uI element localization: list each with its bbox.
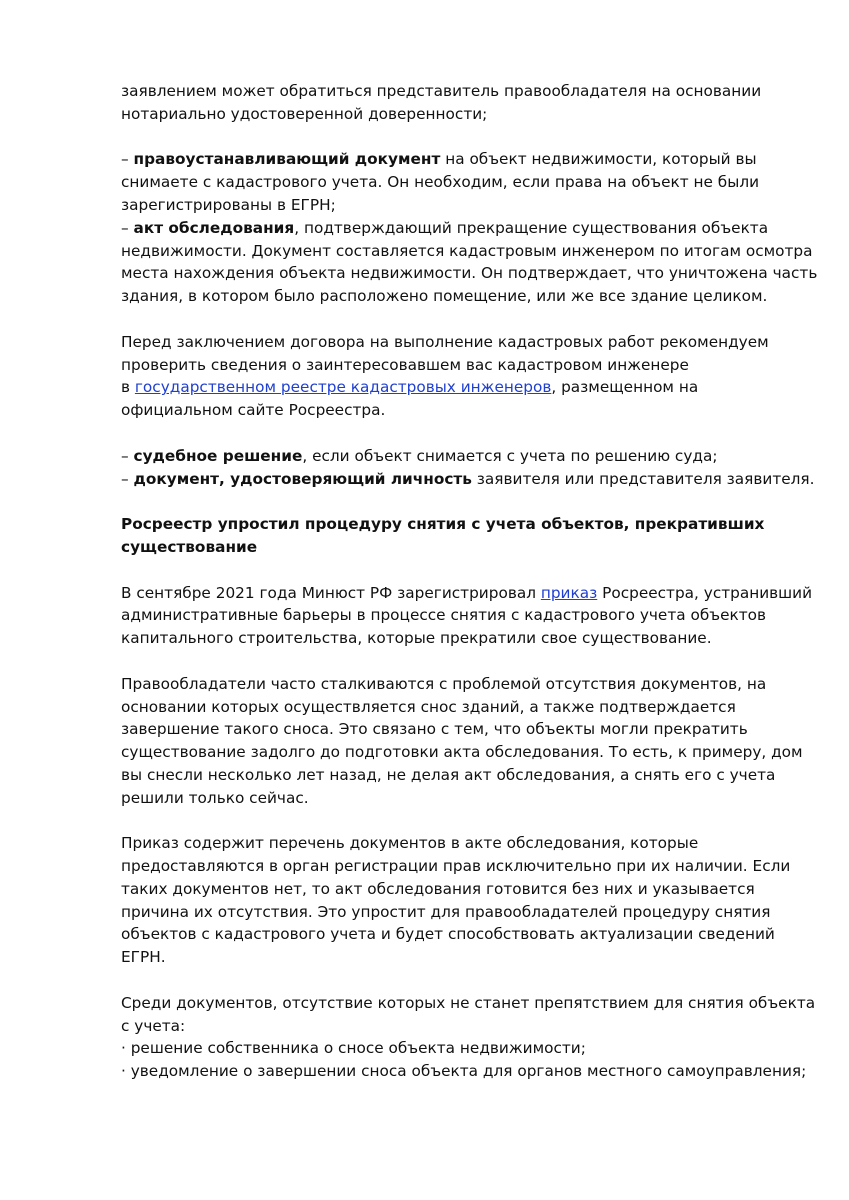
text-line: капитального строительства, которые прекратили свое существование.: [121, 629, 712, 648]
paragraph-court-decision: [121, 445, 815, 491]
section-heading: Росреестр упростил процедуру снятия с учета объектов, прекративших существование: [121, 515, 765, 556]
list-item: · уведомление о завершении сноса объекта для органов местного самоуправления;: [121, 1062, 807, 1081]
paragraph-title-document: [121, 148, 760, 216]
bold-term: документ, удостоверяющий личность: [133, 469, 472, 488]
text-line: ЕГРН.: [121, 948, 166, 967]
bold-term: правоустанавливающий документ: [133, 150, 441, 169]
text-line: – акт обследования, подтверждающий прекращение существования объекта: [121, 218, 769, 237]
text-line: предоставляются в орган регистрации прав исключительно при их наличии. Если: [121, 857, 791, 876]
text-line: основании которых осуществляется снос зданий, а также подтверждается: [121, 697, 736, 716]
registry-link[interactable]: государственном реестре кадастровых инженеров: [134, 378, 552, 397]
text-line: заявлением может обратиться представитель правообладателя на основании: [121, 82, 762, 100]
text-line: здания, в котором было расположено помещение, или же все здание целиком.: [121, 287, 768, 306]
text-line: официальном сайте Росреестра.: [121, 401, 386, 420]
order-link[interactable]: приказ: [540, 583, 598, 602]
text-line: – правоустанавливающий документ на объект недвижимости, который вы: [121, 150, 757, 169]
text-line: Перед заключением договора на выполнение кадастровых работ рекомендуем: [121, 332, 769, 351]
text-line: с учета:: [121, 1016, 186, 1035]
text-line: нотариально удостоверенной доверенности;: [121, 104, 488, 123]
paragraph-engineer-check: [121, 331, 769, 422]
bold-term: акт обследования: [133, 218, 295, 237]
text-line: административные барьеры в процессе снятия с кадастрового учета объектов: [121, 606, 767, 625]
paragraph-order-contents: [121, 832, 791, 969]
text-line: Правообладатели часто сталкиваются с проблемой отсутствия документов, на: [121, 674, 767, 693]
text-line: таких документов нет, то акт обследования готовится без них и указывается: [121, 879, 755, 898]
paragraph-owners-problem: [121, 673, 803, 810]
text-line: Приказ содержит перечень документов в акте обследования, которые: [121, 834, 699, 853]
text-line: снимаете с кадастрового учета. Он необходим, если права на объект не были: [121, 173, 760, 192]
text-line: существование задолго до подготовки акта обследования. То есть, к примеру, дом: [121, 743, 803, 762]
list-item: · решение собственника о сносе объекта недвижимости;: [121, 1039, 586, 1058]
text-line: места нахождения объекта недвижимости. Он подтверждает, что уничтожена часть: [121, 264, 818, 283]
paragraph-representative: [121, 80, 762, 126]
text-line: объектов с кадастрового учета и будет способствовать актуализации сведений: [121, 925, 775, 944]
text-line: решили только сейчас.: [121, 788, 309, 807]
paragraph-inspection-act: [121, 217, 818, 308]
text-line: В сентябре 2021 года Минюст РФ зарегистрировал приказ Росреестра, устранивший: [121, 583, 813, 602]
text-line: проверить сведения о заинтересовавшем вас кадастровом инженере: [121, 355, 689, 374]
text-line: причина их отсутствия. Это упростит для правообладателей процедуру снятия: [121, 902, 771, 921]
text-line: – документ, удостоверяющий личность заявителя или представителя заявителя.: [121, 469, 815, 488]
bold-term: судебное решение: [133, 446, 303, 465]
paragraph-documents-list: [121, 992, 816, 1083]
text-line: зарегистрированы в ЕГРН;: [121, 195, 336, 214]
text-line: недвижимости. Документ составляется кадастровым инженером по итогам осмотра: [121, 241, 813, 260]
text-line: Среди документов, отсутствие которых не станет препятствием для снятия объекта: [121, 993, 816, 1012]
text-line: в государственном реестре кадастровых инженеров, размещенном на: [121, 378, 699, 397]
text-line: вы снесли несколько лет назад, не делая акт обследования, а снять его с учета: [121, 765, 776, 784]
text-line: – судебное решение, если объект снимается с учета по решению суда;: [121, 446, 718, 465]
paragraph-order-registered: [121, 582, 813, 650]
text-line: завершение такого сноса. Это связано с тем, что объекты могли прекратить: [121, 720, 748, 739]
